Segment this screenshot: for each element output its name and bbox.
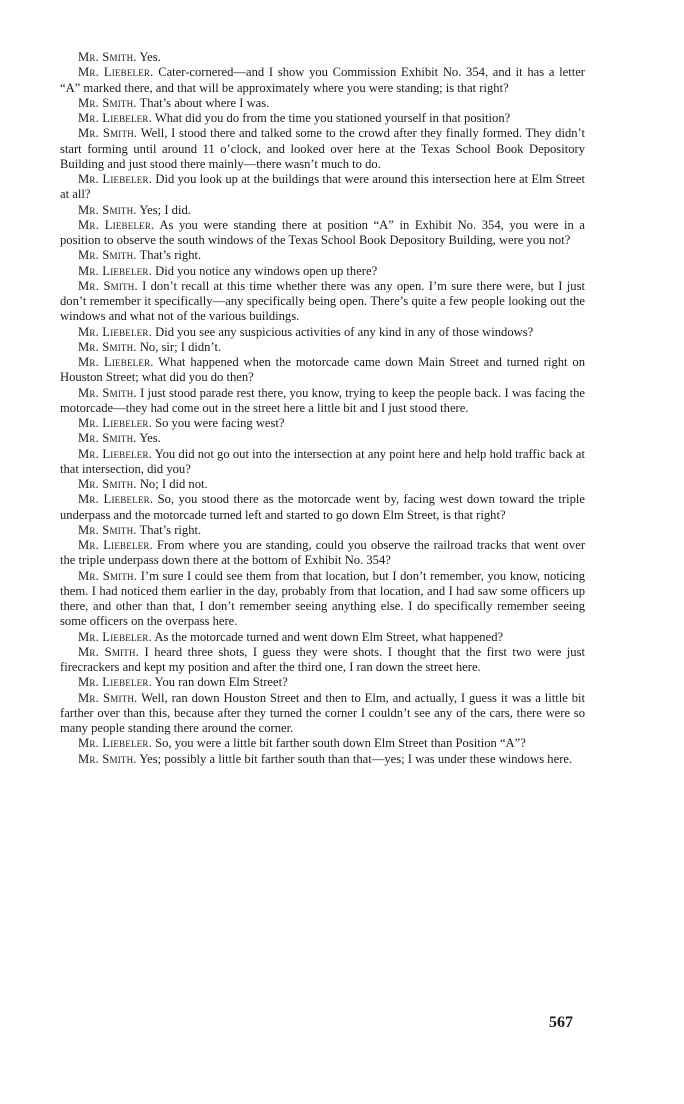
speaker-name: Mr. Liebeler. — [78, 538, 153, 552]
testimony-text: So, you stood there as the motorcade went by, facing west down toward the triple underpass and the motorcade turned left and started to go down Elm Street, is that right? — [60, 492, 585, 522]
testimony-paragraph — [60, 416, 585, 431]
testimony-text: Well, ran down Houston Street and then to Elm, and actually, I guess it was a little bit farther over than this, because after they turned the corner I couldn’t see any of the cars, there were so many people standing there around the corner. — [60, 690, 585, 735]
testimony-paragraph — [60, 447, 585, 478]
speaker-name: Mr. Liebeler. — [78, 172, 153, 186]
testimony-paragraph — [60, 279, 585, 325]
testimony-text: I heard three shots, I guess they were shots. I thought that the first two were just firecrackers and kept my position and after the third one, I ran down the street here. — [60, 644, 585, 674]
speaker-name: Mr. Smith. — [78, 339, 137, 354]
speaker-name: Mr. Smith. — [78, 50, 137, 64]
testimony-text: That’s about where I was. — [139, 95, 270, 110]
testimony-paragraph — [60, 645, 585, 676]
testimony-text: What did you do from the time you stationed yourself in that position? — [154, 111, 511, 125]
testimony-text: Yes; I did. — [139, 202, 191, 217]
speaker-name: Mr. Liebeler. — [78, 675, 152, 690]
speaker-name: Mr. Smith. — [78, 644, 139, 659]
testimony-paragraph — [60, 386, 585, 417]
testimony-paragraph — [60, 111, 585, 126]
testimony-text: Did you notice any windows open up there? — [155, 263, 378, 278]
testimony-paragraph — [60, 126, 585, 172]
testimony-text: So, you were a little bit farther south down Elm Street than Position “A”? — [155, 736, 526, 751]
testimony-text: I’m sure I could see them from that location, but I don’t remember, you know, noticing them. I had noticed them earlier in the day, probably from that location, and I had saw some officers up there, and other than that, I don’t remember seeing anything else. I do specifically remember seeing some officers on the overpass here. — [60, 568, 585, 629]
testimony-text: No, sir; I didn’t. — [139, 339, 222, 354]
speaker-name: Mr. Smith. — [78, 751, 137, 766]
speaker-name: Mr. Liebeler. — [78, 263, 152, 278]
speaker-name: Mr. Smith. — [78, 95, 137, 110]
testimony-paragraph — [60, 538, 585, 569]
testimony-text: Well, I stood there and talked some to the crowd after they finally formed. They didn’t start forming until around 11 o’clock, and looked over here at the Texas School Book Depository Building and just stood there mainly—there wasn’t much to do. — [60, 126, 585, 171]
testimony-text: So you were facing west? — [155, 416, 285, 430]
speaker-name: Mr. Smith. — [78, 385, 137, 400]
testimony-paragraph — [60, 96, 585, 111]
testimony-text: That’s right. — [139, 522, 202, 537]
testimony-paragraph — [60, 752, 585, 767]
speaker-name: Mr. Liebeler. — [78, 111, 152, 125]
speaker-name: Mr. Liebeler. — [78, 324, 152, 339]
speaker-name: Mr. Liebeler. — [78, 629, 152, 644]
testimony-text: I just stood parade rest there, you know, trying to keep the people back. I was facing the motorcade—they had come out in the street here a little bit and I just stood there. — [60, 385, 585, 415]
testimony-paragraph — [60, 523, 585, 538]
speaker-name: Mr. Smith. — [78, 248, 137, 263]
speaker-name: Mr. Liebeler. — [78, 65, 154, 80]
testimony-text: I don’t recall at this time whether there was any open. I’m sure there were, but I just don’t remember it specifically—any specifically being open. There’s quite a few people looking out the windows and what not of the various buildings. — [60, 278, 586, 324]
testimony-text: Yes; possibly a little bit farther south than that—yes; I was under these windows here. — [139, 751, 573, 766]
testimony-paragraph — [60, 569, 585, 630]
speaker-name: Mr. Smith. — [78, 690, 138, 705]
testimony-text: Yes. — [139, 431, 161, 446]
speaker-name: Mr. Liebeler. — [78, 446, 153, 461]
testimony-text: Did you see any suspicious activities of any kind in any of those windows? — [155, 324, 534, 339]
testimony-paragraph — [60, 325, 585, 340]
speaker-name: Mr. Liebeler. — [78, 217, 155, 232]
testimony-text: As you were standing there at position “A” in Exhibit No. 354, you were in a position to observe the south windows of the Texas School Book Depository Building, were you not? — [60, 217, 585, 247]
speaker-name: Mr. Smith. — [78, 568, 138, 583]
speaker-name: Mr. Smith. — [78, 522, 137, 537]
testimony-text: As the motorcade turned and went down Elm Street, what happened? — [154, 629, 504, 644]
speaker-name: Mr. Liebeler. — [78, 736, 152, 751]
testimony-paragraph — [60, 248, 585, 263]
testimony-paragraph — [60, 736, 585, 751]
testimony-text: What happened when the motorcade came down Main Street and turned right on Houston Street; what did you do then? — [60, 355, 585, 385]
speaker-name: Mr. Liebeler. — [78, 416, 152, 430]
testimony-text: Yes. — [139, 50, 161, 64]
testimony-text: From where you are standing, could you observe the railroad tracks that went over the triple underpass down there at the bottom of Exhibit No. 354? — [60, 538, 586, 568]
testimony-text: Cater-cornered—and I show you Commission Exhibit No. 354, and it has a letter “A” marked there, and that will be approximately where you were standing; is that right? — [60, 65, 586, 95]
speaker-name: Mr. Liebeler. — [78, 492, 154, 507]
testimony-paragraph — [60, 477, 585, 492]
testimony-text: You ran down Elm Street? — [154, 675, 288, 690]
testimony-text: That’s right. — [139, 248, 202, 263]
speaker-name: Mr. Smith. — [78, 477, 137, 491]
testimony-paragraph — [60, 431, 585, 446]
speaker-name: Mr. Smith. — [78, 126, 138, 141]
transcript-body — [60, 50, 585, 767]
testimony-paragraph — [60, 492, 585, 523]
page-number: 567 — [549, 1014, 573, 1031]
testimony-paragraph — [60, 50, 585, 65]
testimony-paragraph — [60, 691, 585, 737]
testimony-paragraph — [60, 675, 585, 690]
testimony-text: No; I did not. — [139, 477, 208, 491]
testimony-paragraph — [60, 203, 585, 218]
testimony-paragraph — [60, 264, 585, 279]
testimony-text: You did not go out into the intersection at any point here and help hold traffic back at that intersection, did you? — [60, 446, 586, 476]
speaker-name: Mr. Smith. — [78, 431, 137, 446]
speaker-name: Mr. Smith. — [78, 278, 138, 293]
testimony-paragraph — [60, 218, 585, 249]
testimony-paragraph — [60, 172, 585, 203]
testimony-paragraph — [60, 340, 585, 355]
testimony-text: Did you look up at the buildings that were around this intersection here at Elm Street at all? — [60, 172, 585, 202]
speaker-name: Mr. Liebeler. — [78, 355, 154, 369]
speaker-name: Mr. Smith. — [78, 202, 137, 217]
testimony-paragraph — [60, 65, 585, 96]
testimony-paragraph — [60, 630, 585, 645]
testimony-paragraph — [60, 355, 585, 386]
